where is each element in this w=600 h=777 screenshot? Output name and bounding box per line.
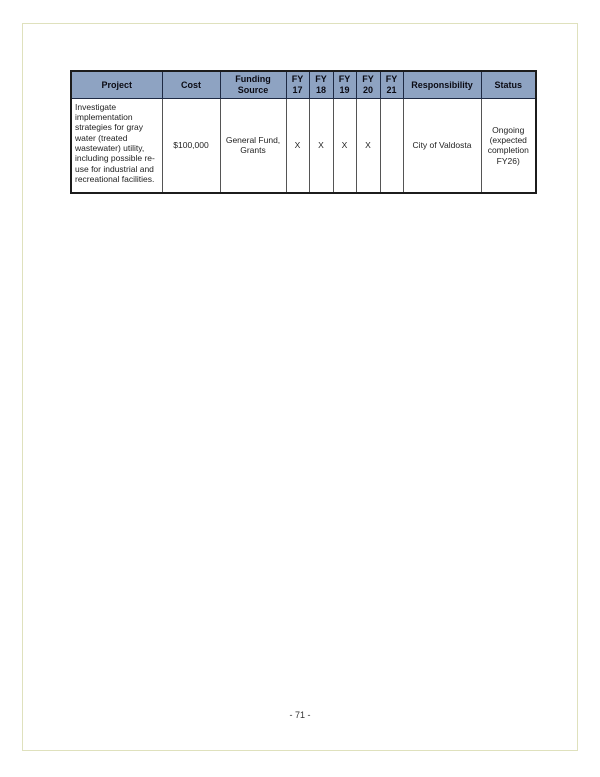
column-header-funding-source: Funding Source xyxy=(220,71,286,98)
column-header-fy21: FY 21 xyxy=(380,71,403,98)
cell-project: Investigate implementation strategies for gray water (treated wastewater) utility, including possible re-use for industrial and recreational facilities. xyxy=(71,98,162,193)
table-header-row xyxy=(71,71,536,98)
table-row xyxy=(71,98,536,193)
column-header-status: Status xyxy=(481,71,536,98)
column-header-cost: Cost xyxy=(162,71,220,98)
project-table xyxy=(70,70,537,194)
cell-cost: $100,000 xyxy=(162,98,220,193)
column-header-fy17: FY 17 xyxy=(286,71,309,98)
column-header-fy20: FY 20 xyxy=(356,71,380,98)
page-number: - 71 - xyxy=(289,710,311,720)
cell-status: Ongoing (expected completion FY26) xyxy=(481,98,536,193)
column-header-fy18: FY 18 xyxy=(309,71,333,98)
cell-fy19-mark: X xyxy=(333,98,356,193)
column-header-fy19: FY 19 xyxy=(333,71,356,98)
cell-fy20-mark: X xyxy=(356,98,380,193)
column-header-project: Project xyxy=(71,71,162,98)
cell-fy21-mark xyxy=(380,98,403,193)
column-header-responsibility: Responsibility xyxy=(403,71,481,98)
cell-funding-source: General Fund, Grants xyxy=(220,98,286,193)
cell-fy18-mark: X xyxy=(309,98,333,193)
cell-responsibility: City of Valdosta xyxy=(403,98,481,193)
cell-fy17-mark: X xyxy=(286,98,309,193)
